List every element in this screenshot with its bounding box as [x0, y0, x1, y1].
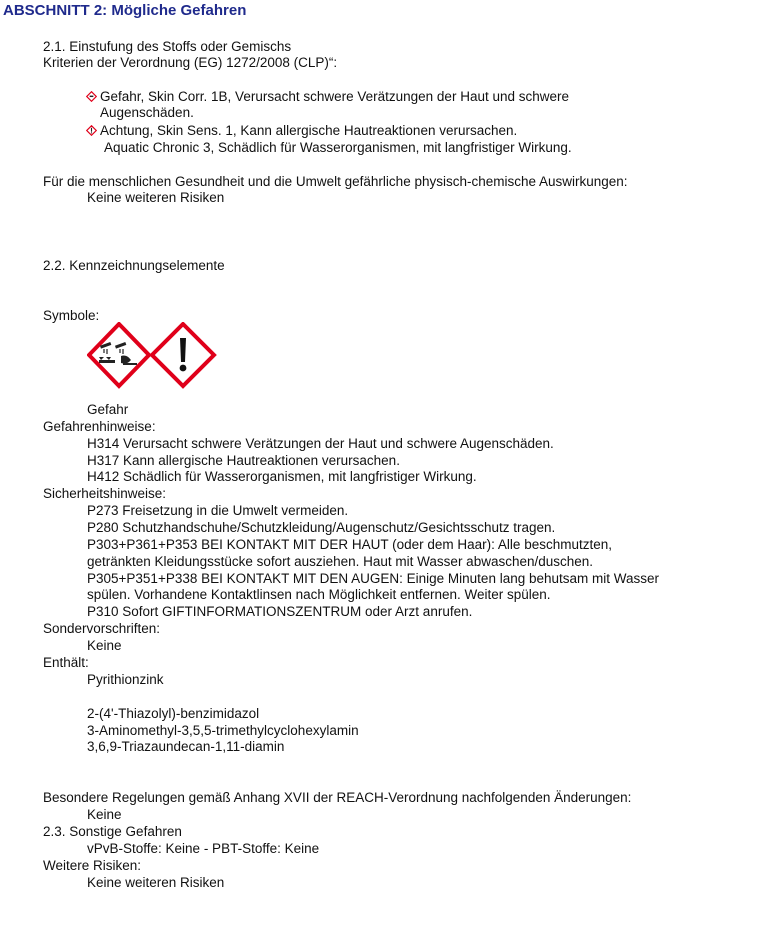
symbols-label: Symbole: [43, 308, 100, 323]
reach-value: Keine [87, 807, 122, 822]
p-statement: P310 Sofort GIFTINFORMATIONSZENTRUM oder Arzt anrufen. [87, 604, 473, 619]
corrosion-pictogram [89, 324, 149, 386]
physchem-label: Für die menschlichen Gesundheit und die Umwelt gefährliche physisch-chemische Auswirkungen: [43, 174, 628, 189]
heading-2-3: 2.3. Sonstige Gefahren [43, 824, 182, 839]
contains-item: Pyrithionzink [87, 672, 164, 687]
exclamation-pictogram [152, 324, 214, 386]
contains-label: Enthält: [43, 655, 89, 670]
heading-2-1: 2.1. Einstufung des Stoffs oder Gemischs [43, 39, 292, 54]
hazard-2-text: Achtung, Skin Sens. 1, Kann allergische Hautreaktionen verursachen. [100, 123, 518, 138]
pbt-text: vPvB-Stoffe: Keine - PBT-Stoffe: Keine [87, 841, 320, 856]
heading-2-2: 2.2. Kennzeichnungselemente [43, 258, 225, 273]
h-statements-label: Gefahrenhinweise: [43, 419, 156, 434]
hazard-1-text: Gefahr, Skin Corr. 1B, Verursacht schwere Verätzungen der Haut und schwere [100, 89, 569, 104]
p-statement: P280 Schutzhandschuhe/Schutzkleidung/Augenschutz/Gesichtsschutz tragen. [87, 520, 556, 535]
exclamation-mini-icon [86, 125, 97, 136]
hazard-line-2 [86, 123, 517, 139]
special-provisions-value: Keine [87, 638, 122, 653]
aquatic-chronic-text: Aquatic Chronic 3, Schädlich für Wasserorganismen, mit langfristiger Wirkung. [104, 140, 572, 155]
further-risks-label: Weitere Risiken: [43, 858, 142, 873]
p-statement-continuation: spülen. Vorhandene Kontaktlinsen nach Möglichkeit entfernen. Weiter spülen. [87, 587, 551, 602]
p-statement: P273 Freisetzung in die Umwelt vermeiden. [87, 503, 349, 518]
p-statement-continuation: getränkten Kleidungsstücke sofort ausziehen. Haut mit Wasser abwaschen/duschen. [87, 554, 594, 569]
contains-item: 2-(4'-Thiazolyl)-benzimidazol [87, 706, 260, 721]
signal-word: Gefahr [87, 402, 129, 417]
physchem-value: Keine weiteren Risiken [87, 190, 225, 205]
h-statement: H314 Verursacht schwere Verätzungen der Haut und schwere Augenschäden. [87, 436, 554, 451]
reach-label: Besondere Regelungen gemäß Anhang XVII der REACH-Verordnung nachfolgenden Änderungen: [43, 790, 632, 805]
h-statement: H412 Schädlich für Wasserorganismen, mit langfristiger Wirkung. [87, 469, 477, 484]
criteria-text: Kriterien der Verordnung (EG) 1272/2008 (CLP)“: [43, 55, 338, 70]
p-statement: P303+P361+P353 BEI KONTAKT MIT DER HAUT (oder dem Haar): Alle beschmutzten, [87, 537, 612, 552]
h-statement: H317 Kann allergische Hautreaktionen verursachen. [87, 453, 400, 468]
section-title: ABSCHNITT 2: Mögliche Gefahren [3, 2, 247, 19]
p-statement: P305+P351+P338 BEI KONTAKT MIT DEN AUGEN: Einige Minuten lang behutsam mit Wasser [87, 571, 660, 586]
corrosion-mini-icon [86, 91, 97, 102]
further-risks-value: Keine weiteren Risiken [87, 875, 225, 890]
ghs-pictograms [87, 322, 219, 390]
contains-item: 3-Aminomethyl-3,5,5-trimethylcyclohexylamin [87, 723, 359, 738]
contains-item: 3,6,9-Triazaundecan-1,11-diamin [87, 739, 285, 754]
special-provisions-label: Sondervorschriften: [43, 621, 161, 636]
hazard-1-continuation: Augenschäden. [100, 105, 194, 120]
p-statements-label: Sicherheitshinweise: [43, 486, 167, 501]
hazard-line-1 [86, 89, 569, 105]
